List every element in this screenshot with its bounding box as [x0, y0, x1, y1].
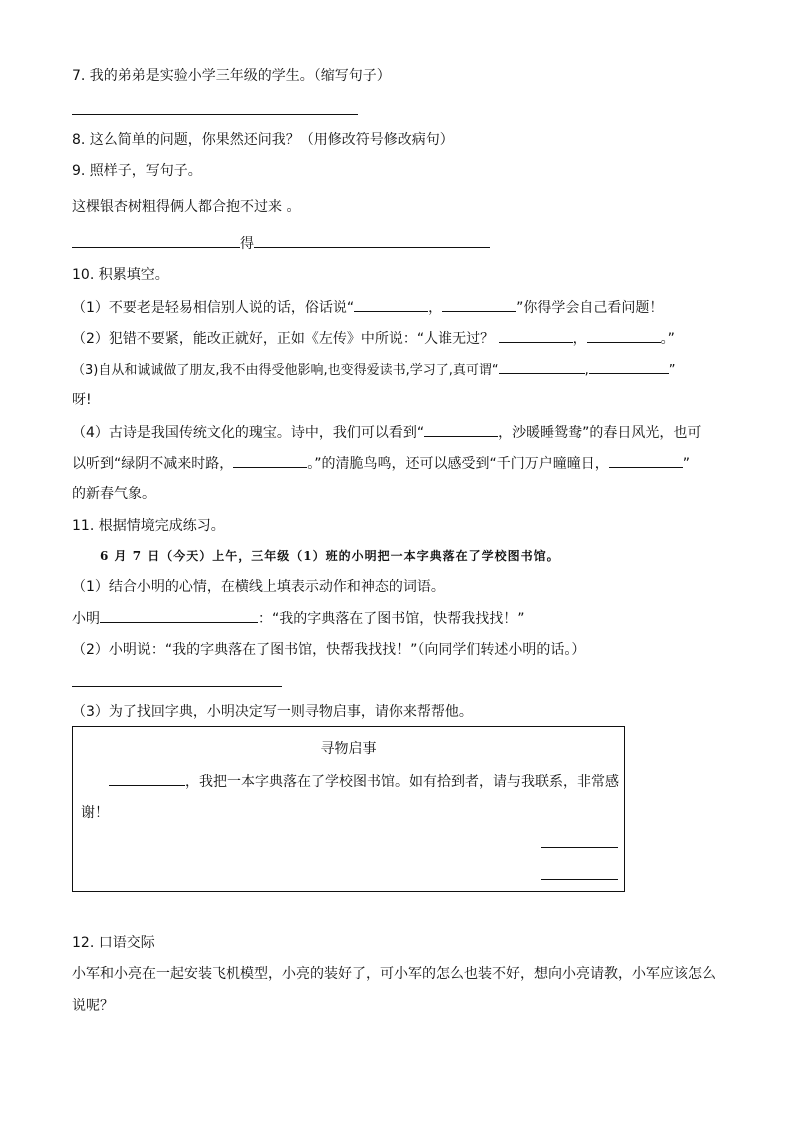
q9-middle-word: 得: [240, 236, 254, 252]
question-12: 12. 口语交际: [72, 935, 155, 951]
q10-p4-text-c: 以听到“绿阴不减来时路，: [72, 456, 234, 472]
q11-name: 小明: [72, 611, 100, 627]
q10-part-1: [72, 297, 663, 318]
q12-prompt-line-2: 说呢？: [72, 998, 114, 1014]
q11-sub-3: （3）为了找回字典，小明决定写一则寻物启事，请你来帮帮他。: [72, 704, 473, 720]
q9-example-sentence: 这棵银杏树粗得俩人都合抱不过来 。: [72, 199, 301, 215]
blank-q10-4b[interactable]: [233, 453, 307, 468]
q12-prompt-line-1: 小军和小亮在一起安装飞机模型，小亮的装好了，可小军的怎么也装不好，想向小亮请教，小军应该怎么: [72, 966, 716, 982]
answer-line-q11-2: [72, 686, 282, 687]
q10-p2-text-b: 。”: [660, 331, 675, 347]
question-9: 9. 照样子，写句子。: [72, 163, 202, 179]
q10-p4-text-d: 。”的清脆鸟鸣，还可以感受到“千门万户曈曈日，: [307, 456, 609, 472]
blank-q10-3b[interactable]: [589, 359, 669, 374]
blank-q10-3a[interactable]: [499, 359, 585, 374]
q10-part-4-line-1: [72, 422, 701, 443]
q11-scenario: 6 月 7 日（今天）上午，三年级（1）班的小明把一本字典落在了学校图书馆。: [100, 549, 560, 563]
blank-q11-1[interactable]: [100, 608, 258, 623]
blank-q10-4c[interactable]: [609, 453, 683, 468]
blank-q10-2b[interactable]: [587, 328, 661, 343]
notice-signature-line-1[interactable]: [541, 847, 618, 848]
question-10: 10. 积累填空。: [72, 267, 169, 283]
q11-sub-1-fill: [72, 608, 525, 629]
q10-p1-text-a: （1）不要老是轻易相信别人说的话，俗话说“: [72, 300, 355, 316]
q10-p3-text-b: ”: [668, 363, 676, 378]
blank-q9-a[interactable]: [72, 233, 240, 248]
question-8: 8. 这么简单的问题，你果然还问我？（用修改符号修改病句）: [72, 132, 454, 148]
question-7: 7. 我的弟弟是实验小学三年级的学生。（缩写句子）: [72, 68, 391, 84]
blank-q9-b[interactable]: [254, 233, 490, 248]
answer-line-q7: [72, 114, 358, 115]
notice-title: 寻物启事: [320, 741, 377, 757]
q11-quote: ：“我的字典落在了图书馆，快帮我找找！”: [258, 611, 525, 627]
notice-body-text: ，我把一本字典落在了学校图书馆。如有拾到者，请与我联系，非常感: [185, 774, 619, 790]
q10-part-3-end: 呀!: [72, 392, 92, 408]
q10-p4-text-a: （4）古诗是我国传统文化的瑰宝。诗中，我们可以看到“: [72, 425, 425, 441]
blank-q10-2a[interactable]: [499, 328, 573, 343]
q10-p3-text-a: （3)自从和诚诚做了朋友,我不由得受他影响,也变得爱读书,学习了,真可谓“: [72, 363, 499, 378]
q10-part-3: [72, 359, 676, 381]
q10-part-2: [72, 328, 675, 349]
blank-notice-time[interactable]: [109, 771, 185, 786]
q11-sub-2: （2）小明说：“我的字典落在了图书馆，快帮我找找！”（向同学们转述小明的话。）: [72, 642, 586, 658]
q11-sub-1: （1）结合小明的心情，在横线上填表示动作和神态的词语。: [72, 579, 445, 595]
blank-q10-1b[interactable]: [442, 297, 516, 312]
q10-p1-sep: ，: [428, 300, 443, 316]
q10-p2-sep: ，: [572, 331, 587, 347]
q10-p3-sep: ,: [584, 363, 589, 378]
notice-line-1: [109, 771, 619, 792]
q10-p1-text-b: ”你得学会自己看问题！: [516, 300, 664, 316]
blank-q10-4a[interactable]: [424, 422, 498, 437]
lost-item-notice-box: [72, 726, 625, 892]
q10-p2-text-a: （2）犯错不要紧，能改正就好，正如《左传》中所说：“人谁无过？: [72, 331, 499, 347]
notice-signature-line-2[interactable]: [541, 879, 618, 880]
notice-line-2: 谢！: [81, 805, 109, 821]
q9-fill-line: [72, 233, 490, 254]
q10-p4-text-e: ”: [682, 456, 691, 472]
q10-part-4-line-2: [72, 453, 690, 474]
question-11: 11. 根据情境完成练习。: [72, 518, 225, 534]
q10-part-4-line-3: 的新春气象。: [72, 486, 156, 502]
blank-q10-1a[interactable]: [354, 297, 428, 312]
q10-p4-text-b: ，沙暖睡鸳鸯”的春日风光，也可: [498, 425, 702, 441]
